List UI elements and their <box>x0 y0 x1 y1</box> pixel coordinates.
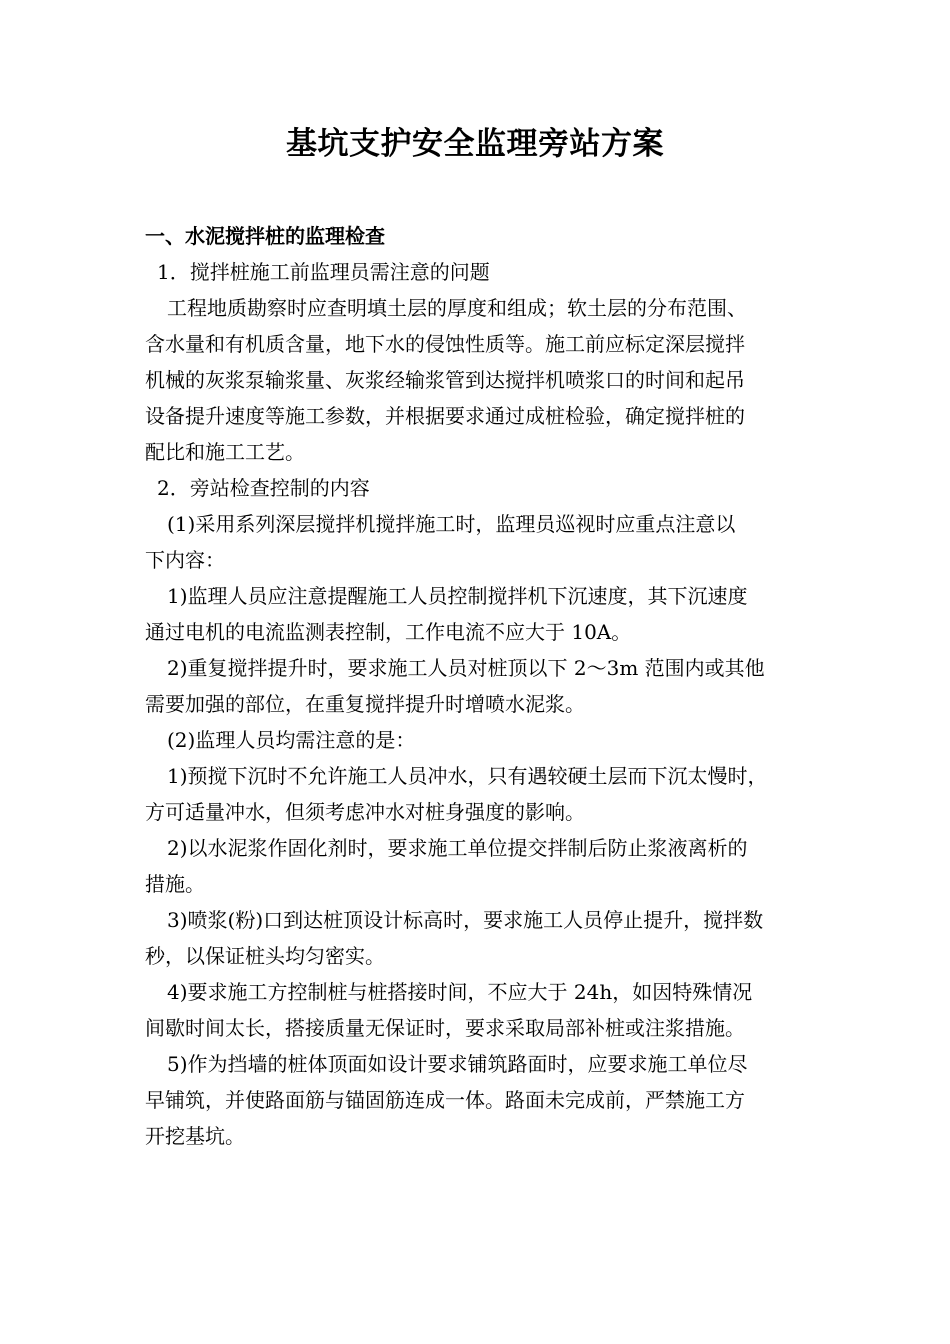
item-line: 通过电机的电流监测表控制，工作电流不应大于 10A。 <box>145 620 632 644</box>
item-line: 间歇时间太长，搭接质量无保证时，要求采取局部补桩或注浆措施。 <box>145 1016 745 1040</box>
paragraph-line: 设备提升速度等施工参数，并根据要求通过成桩检验，确定搅拌桩的 <box>145 404 745 428</box>
paragraph-line: 机械的灰浆泵输浆量、灰浆经输浆管到达搅拌机喷浆口的时间和起吊 <box>145 368 745 392</box>
item-line: 秒，以保证桩头均匀密实。 <box>145 944 385 968</box>
item-line: 2)以水泥浆作固化剂时，要求施工单位提交拌制后防止浆液离析的 <box>167 836 748 860</box>
item-line: 需要加强的部位，在重复搅拌提升时增喷水泥浆。 <box>145 692 585 716</box>
item-line: 5)作为挡墙的桩体顶面如设计要求铺筑路面时，应要求施工单位尽 <box>167 1052 748 1076</box>
subsection-2-heading: 2．旁站检查控制的内容 <box>157 476 370 500</box>
item-line: (2)监理人员均需注意的是： <box>167 728 416 752</box>
paragraph-line: 含水量和有机质含量，地下水的侵蚀性质等。施工前应标定深层搅拌 <box>145 332 745 356</box>
item-line: 2)重复搅拌提升时，要求施工人员对桩顶以下 2～3m 范围内或其他 <box>167 656 765 680</box>
item-line: 开挖基坑。 <box>145 1124 245 1148</box>
item-line: (1)采用系列深层搅拌机搅拌施工时，监理员巡视时应重点注意以 <box>167 512 736 536</box>
item-line: 方可适量冲水，但须考虑冲水对桩身强度的影响。 <box>145 800 585 824</box>
page-title: 基坑支护安全监理旁站方案 <box>286 126 664 162</box>
paragraph-line: 工程地质勘察时应查明填土层的厚度和组成；软土层的分布范围、 <box>167 296 747 320</box>
paragraph-line: 配比和施工工艺。 <box>145 440 305 464</box>
document-body <box>145 218 813 1154</box>
section-heading: 一、水泥搅拌桩的监理检查 <box>145 224 385 248</box>
item-line: 下内容： <box>145 548 225 572</box>
item-line: 4)要求施工方控制桩与桩搭接时间，不应大于 24h，如因特殊情况 <box>167 980 753 1004</box>
item-line: 1)监理人员应注意提醒施工人员控制搅拌机下沉速度，其下沉速度 <box>167 584 748 608</box>
item-line: 1)预搅下沉时不允许施工人员冲水，只有遇较硬土层而下沉太慢时， <box>167 764 768 788</box>
subsection-1-heading: 1．搅拌桩施工前监理员需注意的问题 <box>157 260 490 284</box>
item-line: 早铺筑，并使路面筋与锚固筋连成一体。路面未完成前，严禁施工方 <box>145 1088 745 1112</box>
item-line: 3)喷浆(粉)口到达桩顶设计标高时，要求施工人员停止提升，搅拌数 <box>167 908 764 932</box>
item-line: 措施。 <box>145 872 205 896</box>
